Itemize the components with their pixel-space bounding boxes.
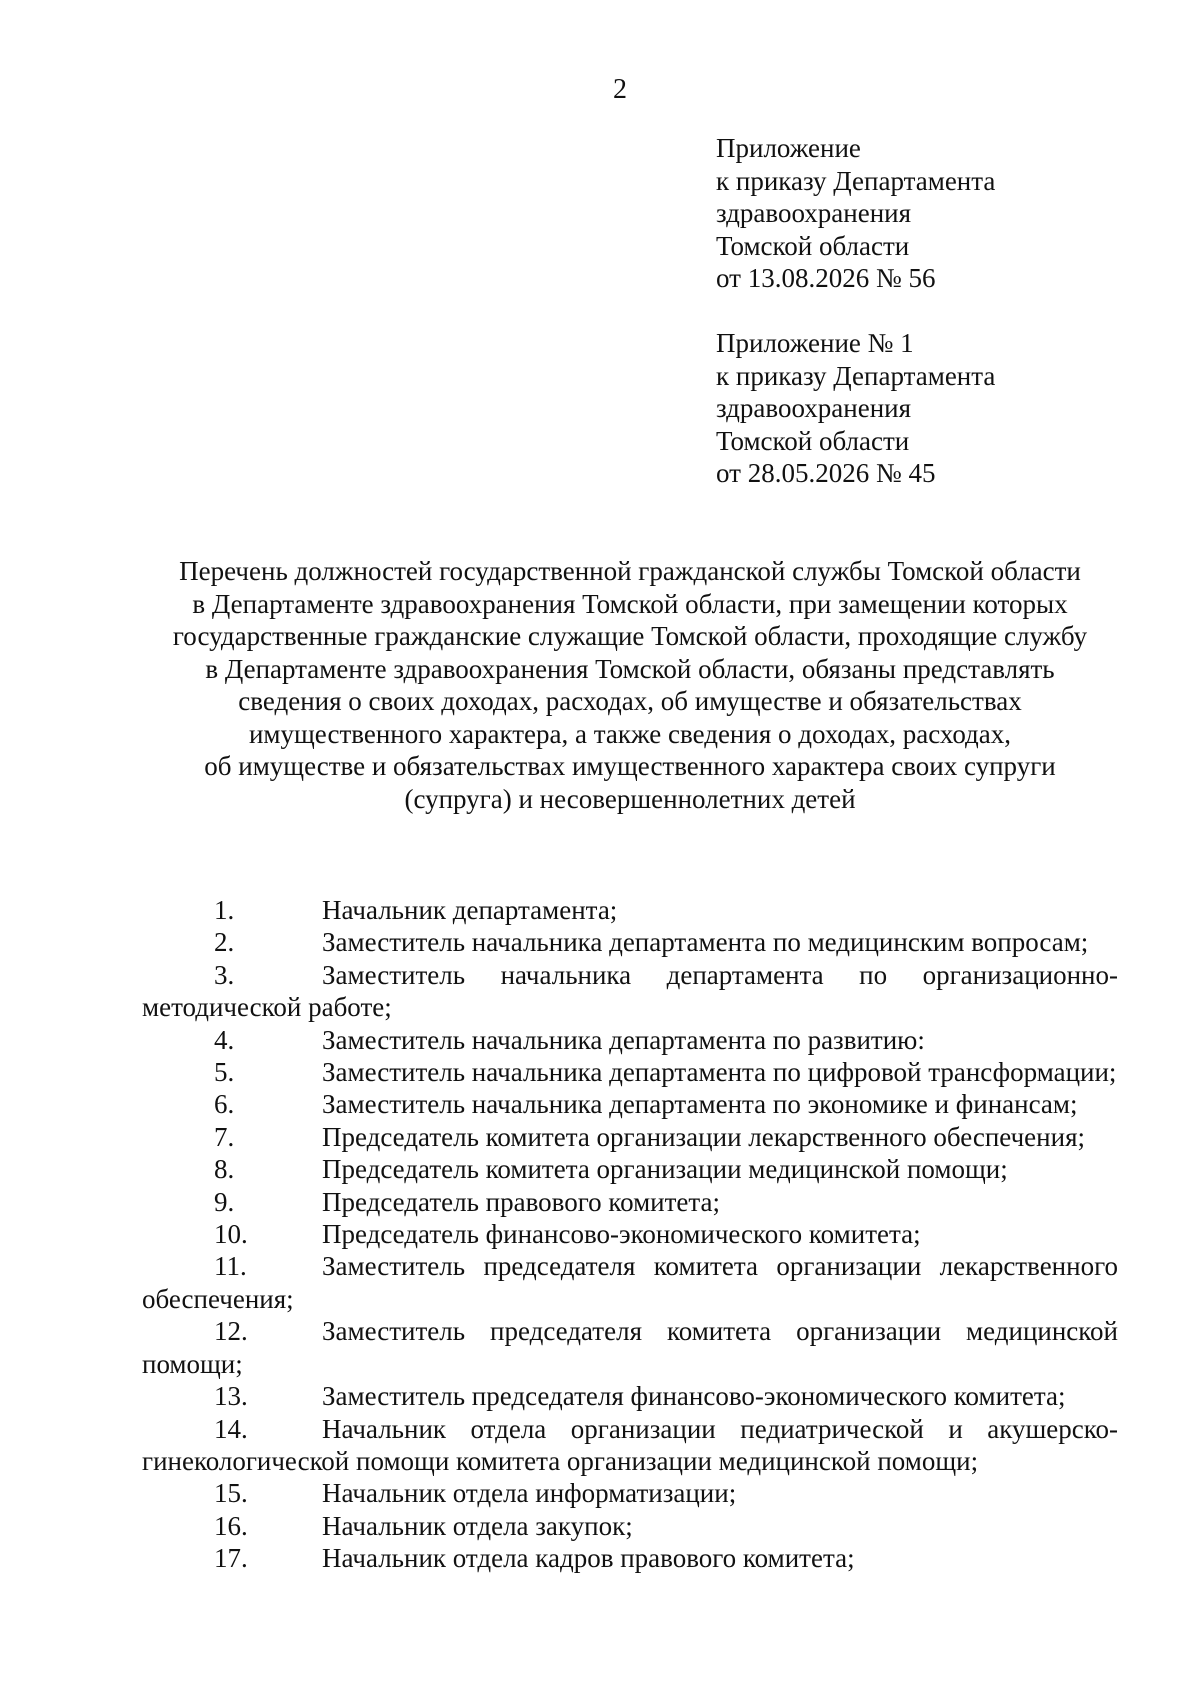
list-item-number: 7. [214,1121,235,1152]
list-item-line [142,1218,1118,1250]
list-item-text: Заместитель председателя финансово-экономического комитета; [322,1381,1066,1412]
page-number: 2 [613,74,627,105]
list-item-text: Заместитель начальника департамента по развитию: [322,1024,925,1055]
list-item-number: 14. [214,1413,248,1444]
appendix-line: от 13.08.2026 № 56 [716,263,936,293]
list-item-line [142,1380,1118,1412]
title-line: Перечень должностей государственной гражданской службы Томской области [179,556,1081,586]
list-item [142,926,1118,958]
list-item-text: Заместитель начальника департамента по медицинским вопросам; [322,927,1089,958]
list-item [142,1024,1118,1056]
list-item-text: Председатель правового комитета; [322,1186,721,1217]
list-item-text: Председатель комитета организации медицинской помощи; [322,1154,1008,1185]
appendix-line: Приложение № 1 [716,328,914,358]
list-item-text: Начальник отдела кадров правового комитета; [322,1543,855,1574]
list-item [142,1380,1118,1412]
document-title [140,555,1120,815]
appendix-line: к приказу Департамента [716,360,996,391]
list-item-word: организации [796,1316,942,1347]
title-line: сведения о своих доходах, расходах, об имуществе и обязательствах [238,686,1022,716]
list-item-number: 16. [214,1510,248,1541]
list-item [142,1413,1118,1478]
list-item-number: 3. [214,959,235,990]
list-item [142,1315,1118,1380]
list-item-word: комитета [666,1316,772,1347]
list-item-number: 17. [214,1543,248,1574]
list-item-number: 6. [214,1089,235,1120]
list-item [142,1250,1118,1315]
list-item-text [322,1413,1118,1445]
list-item-line [142,894,1118,926]
list-item-word: председателя [483,1251,636,1282]
list-item-line [142,1477,1118,1509]
list-item-line [142,1153,1118,1185]
list-item [142,1218,1118,1250]
list-item-word: Заместитель [322,959,466,990]
list-item [142,1510,1118,1542]
title-line: (супруга) и несовершеннолетних детей [404,783,856,814]
appendix-line: к приказу Департамента [716,165,996,196]
list-item [142,1477,1118,1509]
list-item-word: медицинской [966,1316,1118,1347]
list-item-text: Председатель финансово-экономического комитета; [322,1219,921,1250]
title-line: государственные гражданские служащие Томской области, проходящие службу [172,621,1088,651]
appendix-line: Приложение [716,133,861,163]
list-item-number: 9. [214,1186,235,1217]
title-line: в Департаменте здравоохранения Томской области, при замещении которых [192,588,1068,619]
list-item-word: отдела [470,1413,547,1444]
appendix-header-current [716,132,995,295]
list-item-word: лекарственного [939,1251,1118,1282]
list-item-line [142,1542,1118,1574]
list-item-number: 4. [214,1024,235,1055]
list-item-line [142,1413,1118,1445]
title-line: имущественного характера, а также сведения о доходах, расходах, [248,718,1012,749]
list-item-number: 11. [214,1251,247,1282]
list-item-word: организации [776,1251,922,1282]
appendix-line: от 28.05.2026 № 45 [716,458,936,488]
list-item-continuation: обеспечения; [142,1283,294,1314]
list-item-word: акушерско- [987,1413,1118,1444]
list-item-text [322,959,1118,991]
appendix-line: здравоохранения [716,198,912,228]
title-line: в Департаменте здравоохранения Томской области, обязаны представлять [205,653,1055,684]
list-item-line [142,1056,1118,1088]
list-item-word: Заместитель [322,1316,466,1347]
list-item [142,1088,1118,1120]
list-item [142,1186,1118,1218]
list-item-number: 1. [214,895,235,925]
list-item [142,1121,1118,1153]
list-item [142,1153,1118,1185]
list-item-word: комитета [653,1251,758,1282]
list-item-line [142,1024,1118,1056]
appendix-header-previous [716,327,995,490]
list-item-word: председателя [490,1316,642,1347]
list-item-text [322,1315,1118,1347]
list-item [142,959,1118,1024]
list-item [142,1542,1118,1574]
list-item-text: Заместитель начальника департамента по экономике и финансам; [322,1089,1078,1120]
list-item-text: Заместитель начальника департамента по цифровой трансформации; [322,1057,1117,1088]
list-item-word: Начальник [322,1413,447,1444]
appendix-line: здравоохранения [716,393,912,423]
list-item-text: Начальник отдела закупок; [322,1510,633,1541]
list-item [142,1056,1118,1088]
title-line: об имуществе и обязательствах имущественного характера своих супруги [204,751,1056,781]
list-item-word: педиатрической [740,1413,924,1444]
list-item-line [142,1315,1118,1347]
list-item-line [142,1121,1118,1153]
list-item-number: 12. [214,1316,248,1347]
list-item-number: 2. [214,927,235,958]
list-item-line [142,1510,1118,1542]
list-item-line [142,1250,1118,1282]
list-item-number: 8. [214,1154,235,1185]
list-item-word: по [859,959,888,990]
list-item-line [142,1088,1118,1120]
list-item-text: Начальник отдела информатизации; [322,1478,737,1509]
list-item-continuation: методической работе; [142,992,392,1023]
list-item-word: организации [570,1413,716,1444]
list-item-word: и [948,1413,963,1444]
appendix-line: Томской области [716,425,910,456]
list-item-number: 10. [214,1219,248,1250]
list-item-word: организационно- [922,959,1118,990]
appendix-line: Томской области [716,230,910,261]
list-item-text: Начальник департамента; [322,895,618,925]
list-item [142,894,1118,926]
list-item-text [322,1250,1118,1282]
list-item-line [142,1186,1118,1218]
list-item-number: 5. [214,1057,235,1088]
list-item-text: Председатель комитета организации лекарственного обеспечения; [322,1121,1085,1152]
list-item-line [142,959,1118,991]
list-item-line [142,926,1118,958]
list-item-word: Заместитель [322,1251,466,1282]
list-item-word: департамента [666,959,824,990]
list-item-number: 15. [214,1478,248,1509]
list-item-number: 13. [214,1381,248,1412]
list-item-continuation: помощи; [142,1348,243,1379]
list-item-continuation: гинекологической помощи комитета организации медицинской помощи; [142,1445,979,1476]
list-item-word: начальника [500,959,632,990]
position-list [142,894,1118,1575]
